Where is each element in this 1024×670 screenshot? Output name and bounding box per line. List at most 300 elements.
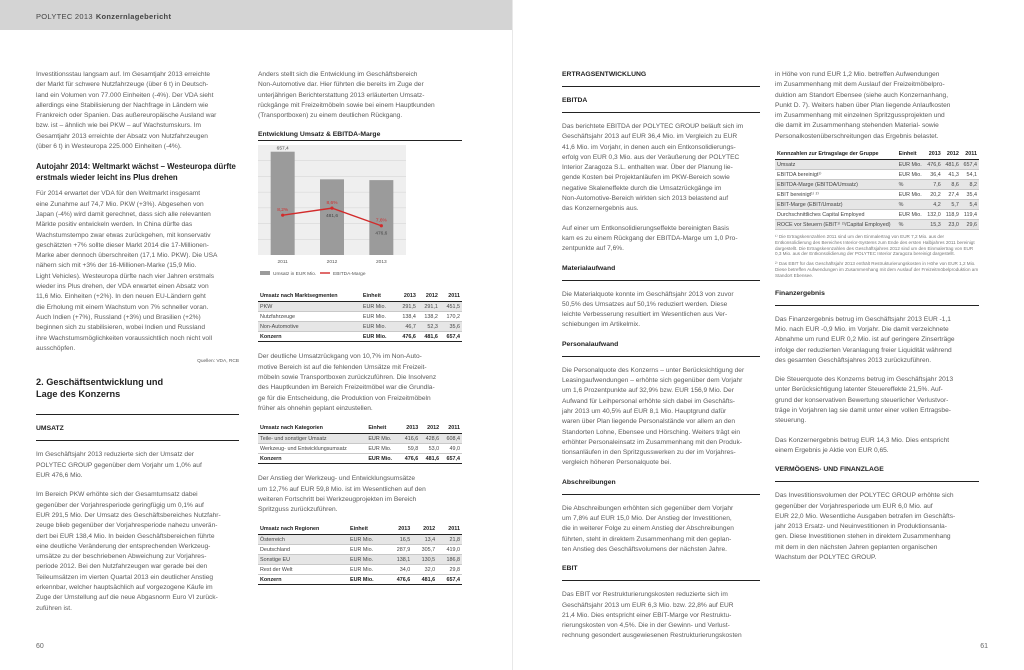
text-line: des Hauptkunden im Bereich Freizeitmöbel war die Grundla- (258, 384, 435, 392)
text-line: ge für die Entscheidung, die Produktion von Freizeitmöbeln (258, 394, 431, 402)
text-line: Spritzguss zurückzuführen. (258, 506, 338, 514)
table-row (258, 565, 462, 575)
chart-margin-point (380, 225, 383, 228)
table-cell: EUR Mio. (366, 454, 399, 464)
text-line: die Erholung mit einem Wachstum von 7% schneller voran. (36, 303, 209, 311)
table-row (258, 454, 462, 464)
table-cell: 138,4 (396, 312, 418, 322)
chart-legend-swatch-bar (260, 271, 270, 275)
table-cell: 119,4 (961, 210, 979, 220)
section-heading (36, 377, 239, 400)
table-cell: 481,6 (943, 160, 961, 170)
table-cell: Österreich (258, 535, 348, 545)
decline-paragraph (258, 352, 462, 414)
ebitda-margin-paragraph (562, 224, 760, 255)
text-line: ausschöpfen. (36, 344, 76, 352)
text-line: land ein Volumen von 77.000 Einheiten (-4%). Der VDA sieht (36, 91, 214, 99)
text-line: 21,4 Mio. Dies entspricht einer EBIT-Marge vor Restruktu- (562, 611, 732, 619)
text-line: kam es zu einem Rückgang der EBITDA-Marge um 1,0 Pro- (562, 234, 738, 242)
text-line: erfolg von EUR 0,3 Mio. aus der Veräußerung der POLYTEC (562, 153, 740, 161)
text-line: die in weiterer Folge zu einem Anstieg der Abschreibungen (562, 525, 734, 533)
table-cell: 15,3 (925, 220, 943, 230)
text-line: Das Investitionsvolumen der POLYTEC GROUP erhöhte sich (775, 492, 954, 500)
chart-bar-label: 657,4 (276, 147, 289, 153)
left-col-2 (258, 70, 462, 585)
text-line: rierungskosten von 4,5%. Die in der Gewinn- und Verlust- (562, 622, 730, 630)
table-cell: Teile- und sonstiger Umsatz (258, 434, 366, 444)
chart-margin-label: 8,2% (277, 208, 289, 214)
page-number-right: 61 (980, 643, 988, 650)
table-cell: Durchschnittliches Capital Employed (775, 210, 897, 220)
text-line: rechnung gesondert ausgewiesenen Restrukturierungskosten (562, 632, 742, 640)
text-line: motive Bereich ist auf die fehlenden Umsätze mit Freizeit- (258, 363, 427, 371)
table-cell: EBIT-Marge (EBIT/Umsatz) (775, 200, 897, 210)
text-line: gen. Diese Investitionen stehen in direktem Zusammenhang (775, 533, 951, 541)
table-header-cell: 2011 (437, 524, 462, 535)
text-line: Mio. nach EUR -0,9 Mio. im Vorjahr. Die damit verzeichnete (775, 325, 949, 333)
chart-bar-label: 481,6 (325, 214, 339, 220)
text-line: waren über Plan liegende Personalstände vor allem an den (562, 418, 736, 426)
text-line: Das berichtete EBITDA der POLYTEC GROUP beläuft sich im (562, 123, 744, 130)
text-line: Aufwand für Leihpersonal erhöhte sich dabei im Geschäfts- (562, 397, 735, 405)
table-cell: 305,7 (412, 545, 437, 555)
text-line: Non-Automotive dar. Hier führten die bereits im Zuge der (258, 81, 424, 89)
text-line: eine deutliche Veränderung der entsprechenden Werkzeug- (36, 542, 211, 550)
text-line: Für 2014 erwartet der VDA für den Weltmarkt insgesamt (36, 190, 201, 198)
text-line: dert bei EUR 138,4 Mio. In beiden Geschäftsbereichen führte (36, 532, 215, 540)
ebitda-paragraph (562, 122, 760, 215)
header-section: Konzernlagebericht (95, 12, 172, 21)
table-row (775, 210, 979, 220)
table-header-cell: 2013 (399, 423, 420, 434)
text-line: Personalkostenüberschreitungen das Ergebnis belastet. (775, 132, 939, 140)
text-line: um 12,7% auf EUR 59,8 Mio. ist im Wesentlichen auf den (258, 485, 426, 493)
table-cell: EUR Mio. (366, 444, 399, 454)
table-cell: 170,2 (440, 312, 462, 322)
footnote-2: ²⁾ Das EBIT für das Geschäftsjahr 2013 enthält Restrukturierungskosten in Höhe von EUR 1,2 Mio. Diese betreffen Aufwendungen im Zusammenhang mit dem Auslauf der Freizeitmöbelproduktion am Standort Ebensee. (775, 261, 979, 278)
table-row (775, 220, 979, 230)
right-col-2 (775, 70, 979, 572)
table-cell: EBITDA bereinigt¹⁾ (775, 170, 897, 180)
text-line: Gesamtjahr 2013 erreichte der Absatz von Nutzfahrzeugen (36, 132, 208, 140)
text-line: 41,6 Mio. im Vorjahr, in denen auch ein Entkonsolidierungs- (562, 143, 736, 151)
text-line: Die Steuerquote des Konzerns betrug im Geschäftsjahr 2013 (775, 376, 954, 384)
heading-material: Materialaufwand (562, 264, 616, 272)
table-cell: 36,4 (925, 170, 943, 180)
table-header-cell: 2011 (441, 423, 462, 434)
table-row (258, 575, 462, 585)
text-line: Frankreich oder Spanien. Das außereuropäische Ausland war (36, 112, 217, 120)
table-cell: 291,5 (396, 302, 418, 312)
table-cell: Sonstige EU (258, 555, 348, 565)
table-cell: % (897, 200, 925, 210)
text-line: einem Ergebnis je Aktie von EUR 0,65. (775, 446, 889, 454)
table-cell: 34,0 (387, 565, 412, 575)
text-line: Teileumsätzen im vierten Quartal 2013 ein deutlicher Anstieg (36, 573, 214, 581)
table-cell: EUR Mio. (897, 210, 925, 220)
table-cell: 476,6 (387, 575, 412, 585)
abschreibungen-paragraph (562, 504, 760, 555)
table-cell: 476,6 (399, 454, 420, 464)
page-number-left: 60 (36, 643, 44, 650)
table-cell: EUR Mio. (361, 332, 396, 342)
text-line: früher als ohnehin geplant einzustellen. (258, 404, 373, 412)
footnote-1: ¹⁾ Die Ertragskennzahlen 2011 sind um den Einmalertrag von EUR 7,2 Mio. aus der Entkonsolidierung des Bereiches Interior-Systems zum Ende des ersten Halbjahres 2011 bereinigt dargestellt. Die Ertragskennzahlen des Geschäftsjahres 2012 sind um den Einmalertrag von EUR 0,3 Mio. aus der Entkonsolidierung der POLYTEC Interior Zaragoza bereinigt dargestellt. (775, 234, 975, 257)
table-header-cell: 2012 (420, 423, 441, 434)
table-cell: 416,6 (399, 434, 420, 444)
heading-ertrag: ERTRAGSENTWICKLUNG (562, 71, 647, 78)
revenue-chart (258, 143, 462, 285)
table-header-cell: 2013 (387, 524, 412, 535)
table-row (775, 180, 979, 190)
table-cell: 287,9 (387, 545, 412, 555)
text-line: gegenüber der Vorjahresperiode um EUR 6,0 Mio. auf (775, 502, 933, 510)
text-line: weiteren Fortschritt bei Werkzeugprojekten im Bereich (258, 495, 417, 503)
heading-abschreibungen: Abschreibungen (562, 478, 616, 486)
table-cell: EUR Mio. (348, 545, 387, 555)
text-line: führten, steht in direktem Zusammenhang mit den geplan- (562, 535, 732, 543)
table-cell: 5,7 (943, 200, 961, 210)
heading-autojahr (36, 161, 239, 183)
text-line: Geschäftsjahr 2013 um EUR 6,3 Mio. bzw. 22,8% auf EUR (562, 601, 734, 609)
table-cell: 130,5 (412, 555, 437, 565)
table-cell: 657,4 (961, 160, 979, 170)
text-line: POLYTEC GROUP gegenüber dem Vorjahr um 1,0% auf (36, 461, 202, 469)
table-cell: ROCE vor Steuern (EBIT¹⁾ ²⁾/Capital Employed) (775, 220, 897, 230)
table-cell: 476,6 (925, 160, 943, 170)
table-row (258, 302, 462, 312)
text-line: träge in Vorjahren lag sie damit unter einer vollen Ertragsbe- (775, 407, 951, 415)
table-cell: 46,7 (396, 322, 418, 332)
personal-paragraph (562, 366, 760, 469)
text-line: ihre Wachstumsmöglichkeiten voraussichtlich noch nicht voll (36, 334, 213, 342)
table-cell: 29,8 (437, 565, 462, 575)
text-line: Anders stellt sich die Entwicklung im Geschäftsbereich (258, 71, 418, 78)
text-line: gegenüber der Vorjahresperiode geringfügig um 0,1% auf (36, 501, 204, 509)
table-cell: EUR Mio. (366, 434, 399, 444)
intro-paragraph (36, 70, 239, 152)
result-paragraph (775, 436, 979, 457)
table-header-cell: Umsatz nach Kategorien (258, 423, 366, 434)
text-line: in Höhe von rund EUR 1,2 Mio. betreffen Aufwendungen (775, 71, 940, 78)
text-line: gende Kosten bei Projektanläufen im PKW-Bereich sowie (562, 174, 730, 182)
table-cell: Deutschland (258, 545, 348, 555)
table-cell: Rest der Welt (258, 565, 348, 575)
table-cell: 118,9 (943, 210, 961, 220)
text-line: steuerung. (775, 417, 807, 425)
text-line: Wachstum der POLYTEC GROUP. (775, 554, 877, 561)
table-row (775, 190, 979, 200)
table-cell: 23,0 (943, 220, 961, 230)
table-header-cell: 2013 (396, 291, 418, 302)
table-cell: 8,2 (961, 180, 979, 190)
table-header-cell: Umsatz nach Regionen (258, 524, 348, 535)
heading-finanzergebnis: Finanzergebnis (775, 289, 825, 297)
text-line: Investitionsstau langsam auf. Im Gesamtjahr 2013 erreichte (36, 71, 211, 78)
text-line: die damit im Zusammenhang stehenden Material- sowie (775, 122, 939, 130)
table-cell: 13,4 (412, 535, 437, 545)
table-cell: 59,8 (399, 444, 420, 454)
table-cell: 7,6 (925, 180, 943, 190)
table-cell: 41,3 (943, 170, 961, 180)
table-cell: % (897, 220, 925, 230)
table-cell: Konzern (258, 332, 361, 342)
chart-x-tick-label: 2012 (326, 260, 338, 266)
table-header-cell: Einheit (897, 149, 925, 160)
text-line: erhöhter Personaleinsatz im Zusammenhang mit den Produk- (562, 438, 742, 446)
text-line: nähern sich mit +3% der 16-Millionen-Marke (15,9 Mio. (36, 262, 197, 270)
table-cell: 54,1 (961, 170, 979, 180)
text-line: um 1,6 Prozentpunkte auf 32,9% bzw. EUR 156,9 Mio. Der (562, 387, 734, 395)
text-line: leichte Verbesserung resultiert im Wesentlichen aus Ver- (562, 311, 728, 319)
chart-legend-label: EBITDA-Marge (333, 272, 366, 278)
table-cell: 419,0 (437, 545, 462, 555)
heading-vermoegen: VERMÖGENS- UND FINANZLAGE (775, 466, 884, 474)
restructuring-paragraph (775, 70, 979, 142)
table-cell: 657,4 (437, 575, 462, 585)
umsatz-paragraph (36, 450, 239, 481)
text-line: Non-Automotive-Bereich wirkten sich 2013 belastend auf (562, 195, 729, 203)
text-line: Der Anstieg der Werkzeug- und Entwicklungsumsätze (258, 475, 416, 483)
chart-legend-label: Umsatz in EUR Mio. (273, 272, 317, 278)
table-cell: EBIT bereinigt¹⁾ ²⁾ (775, 190, 897, 200)
text-line: rückgänge mit Freizeitmöbeln sowie bei einem Hauptkunden (258, 101, 435, 109)
table-cell: 4,2 (925, 200, 943, 210)
text-line: Light Vehicles). Westeuropa dürfte nach vier Jahren erstmals (36, 272, 214, 280)
text-line: der Markt für schwere Nutzfahrzeuge (über 6 t) in Deutsch- (36, 81, 209, 89)
text-line: Punkt D. 7). Weiters haben über Plan liegende Anlaufkosten (775, 101, 951, 109)
chart-heading: Entwicklung Umsatz & EBITDA-Marge (258, 131, 381, 139)
text-line: zentpunkte auf 7,6%. (562, 245, 624, 253)
ebit-paragraph (562, 590, 760, 641)
table-cell: Konzern (258, 454, 366, 464)
text-line: eine Zunahme auf 74,7 Mio. PKW (+3%). Abgesehen von (36, 200, 204, 208)
table-cell: 32,0 (412, 565, 437, 575)
table-cell: EUR Mio. (897, 170, 925, 180)
chart-x-tick-label: 2013 (375, 260, 387, 266)
chart-bar-label: 476,6 (375, 232, 388, 238)
chart-margin-label: 7,6% (375, 219, 387, 225)
text-line: das Konzernergebnis aus. (562, 205, 639, 213)
text-line: negative Skaleneffekte durch die Umsatzrückgänge im (562, 184, 722, 192)
table-cell: 49,0 (441, 444, 462, 454)
table-cell: Werkzeug- und Entwicklungsumsatz (258, 444, 366, 454)
text-line: Standorten Lohne, Ebensee und Hörsching. Weiters trägt ein (562, 428, 741, 436)
table-cell: 53,0 (420, 444, 441, 454)
table-kategorien (258, 423, 462, 464)
table-row (258, 545, 462, 555)
table-row (775, 160, 979, 170)
heading-umsatz: UMSATZ (36, 425, 64, 433)
investment-paragraph (775, 491, 979, 563)
table-cell: Konzern (258, 575, 348, 585)
text-line: Japan (-4%) wird damit gerechnet, dass sich alle relevanten (36, 210, 211, 218)
outlook-paragraph (36, 189, 239, 354)
text-line: erstmals wieder leicht ins Plus drehen (36, 173, 178, 183)
table-cell: EUR Mio. (361, 312, 396, 322)
text-line: duktion am Standort Ebensee (siehe auch Konzernanhang, (775, 91, 949, 99)
table-cell: 16,5 (387, 535, 412, 545)
text-line: 2. Geschäftsentwicklung und (36, 377, 164, 388)
chart-margin-point (330, 207, 333, 210)
table-cell: 21,8 (437, 535, 462, 545)
text-line: unter Berücksichtigung latenter Steuereffekte 21,5%. Auf- (775, 386, 943, 394)
text-line: im Zusammenhang mit dem Auslauf der Freizeitmöbelpro- (775, 81, 945, 89)
material-paragraph (562, 290, 760, 331)
table-cell: 481,6 (418, 332, 440, 342)
heading-ebitda: EBITDA (562, 97, 588, 104)
finanz-paragraph (775, 315, 979, 366)
text-line: Im Bereich PKW erhöhte sich der Gesamtumsatz dabei (36, 491, 198, 499)
chart-margin-label: 8,6% (326, 201, 338, 207)
text-line: Autojahr 2014: Weltmarkt wächst – Westeuropa dürfte (36, 162, 236, 172)
table-header-cell: 2011 (961, 149, 979, 160)
pkw-paragraph (36, 490, 239, 614)
text-line: möbeln sowie Transportboxen zurückzuführen. Die Insolvenz (258, 374, 437, 382)
text-line: EUR 291,5 Mio. Der Umsatz des Geschäftsbereiches Nutzfahr- (36, 511, 221, 519)
table-cell: 186,8 (437, 555, 462, 565)
text-line: geschätzten +7% sollte dieser Markt 2014 die 17-Millionen- (36, 241, 209, 249)
table-row (258, 322, 462, 332)
source-note: Quellen: VDA, RCB (197, 359, 239, 365)
text-line: Zuge der Umstellung auf die neue Abgasnorm Euro VI zurück- (36, 594, 218, 602)
text-line: Geschäftsjahr 2013 auf EUR 36,4 Mio. im Vergleich zu EUR (562, 133, 738, 141)
table-cell: 657,4 (440, 332, 462, 342)
text-line: zeuge blieb gegenüber der Vorjahresperiode nahezu unverän- (36, 522, 218, 530)
table-header-cell: 2012 (418, 291, 440, 302)
table-cell: 481,6 (420, 454, 441, 464)
text-line: allerdings eine Stabilisierung der Nachfrage in Ländern wie (36, 101, 209, 109)
table-cell: EUR Mio. (348, 565, 387, 575)
table-row (258, 444, 462, 454)
text-line: EUR 22,0 Mio. Wesentliche Ausgaben betrafen im Geschäfts- (775, 512, 956, 520)
chart-x-tick-label: 2011 (277, 260, 288, 266)
text-line: bzw. ist – ähnlich wie bei PKW – auf Wachstumskurs. Im (36, 122, 202, 130)
tax-paragraph (775, 375, 979, 426)
table-header-cell: 2013 (925, 149, 943, 160)
table-cell: 20,2 (925, 190, 943, 200)
table-cell: 52,3 (418, 322, 440, 332)
text-line: tionsanläufen in den Spritzgusswerken zu der im Vorjahres- (562, 449, 736, 457)
table-cell: EUR Mio. (348, 535, 387, 545)
table-row (775, 170, 979, 180)
left-col-1 (36, 70, 239, 623)
table-row (258, 312, 462, 322)
text-line: Wachstumstempo zwar etwas zurückgehen, mit konservativ (36, 231, 211, 239)
table-header-cell: Kennzahlen zur Ertragslage der Gruppe (775, 149, 897, 160)
table-row (258, 434, 462, 444)
table-cell: EUR Mio. (897, 190, 925, 200)
table-row (258, 535, 462, 545)
table-cell: 608,4 (441, 434, 462, 444)
table-row (258, 555, 462, 565)
table-cell: Non-Automotive (258, 322, 361, 332)
text-line: vergleich höheren Personalquote bei. (562, 459, 672, 467)
text-line: Auf einer um Entkonsolidierungseffekte bereinigten Basis (562, 224, 730, 232)
table-cell: EBITDA-Marge (EBITDA/Umsatz) (775, 180, 897, 190)
table-cell: 35,6 (440, 322, 462, 332)
non-automotive-paragraph (258, 70, 462, 121)
header-company: POLYTEC 2013 (36, 12, 93, 21)
right-page (512, 0, 1024, 670)
text-line: 50,5% des Umsatzes auf 50,1% reduziert werden. Diese (562, 300, 728, 308)
text-line: Leasingaufwendungen – erhöhte sich gegenüber dem Vorjahr (562, 377, 743, 385)
text-line: umsätze zu der beschriebenen Abweichung zur Vorjahres- (36, 553, 207, 561)
text-line: jahr 2013 Ersatz- und Neuinvestitionen in Produktionsanla- (775, 523, 947, 531)
table-cell: EUR Mio. (348, 555, 387, 565)
text-line: Im Geschäftsjahr 2013 reduzierte sich der Umsatz der (36, 451, 194, 459)
revenue-chart-svg (258, 143, 462, 285)
table-cell: 481,6 (412, 575, 437, 585)
table-header-cell: Einheit (361, 291, 396, 302)
table-cell: 476,6 (396, 332, 418, 342)
chart-bar (271, 152, 295, 255)
text-line: Die Abschreibungen erhöhten sich gegenüber dem Vorjahr (562, 504, 734, 512)
table-cell: 8,6 (943, 180, 961, 190)
text-line: Auch Indien (+7%), Russland (+3%) und Brasilien (+2%) (36, 313, 201, 321)
table-cell: EUR Mio. (897, 160, 925, 170)
text-line: des gesamten Geschäftsjahres 2013 zurückzuführen. (775, 356, 932, 364)
text-line: periode 2012. Bei den Nutzfahrzeugen war gerade bei den (36, 563, 208, 571)
text-line: unterjährigen Berichterstattung 2013 erläuterten Umsatz- (258, 91, 425, 99)
table-cell: EUR Mio. (361, 322, 396, 332)
table-header-cell: Einheit (348, 524, 387, 535)
table-header-cell: 2012 (412, 524, 437, 535)
table-cell: 657,4 (441, 454, 462, 464)
table-row (775, 200, 979, 210)
text-line: beginnen sich zu stabilisieren, wobei Indien und Russland (36, 324, 205, 332)
heading-ebit: EBIT (562, 565, 578, 573)
text-line: schiebungen im Artikelmix. (562, 321, 641, 329)
text-line: Das EBIT vor Restrukturierungskosten reduzierte sich im (562, 591, 728, 599)
table-marktsegmente (258, 291, 462, 342)
chart-bar (369, 181, 393, 256)
table-cell: PKW (258, 302, 361, 312)
table-cell: 138,1 (387, 555, 412, 565)
table-cell: EUR Mio. (348, 575, 387, 585)
table-cell: % (897, 180, 925, 190)
text-line: Die Personalquote des Konzerns – unter Berücksichtigung der (562, 366, 745, 374)
table-cell: 29,6 (961, 220, 979, 230)
text-line: ten Anstieg des Geschäftsvolumens der nächsten Jahre. (562, 545, 727, 553)
table-cell: 138,2 (418, 312, 440, 322)
text-line: um 7,8% auf EUR 15,0 Mio. Der Anstieg der Investitionen, (562, 515, 732, 523)
table-header-cell: Einheit (366, 423, 399, 434)
text-line: Das Finanzergebnis betrug im Geschäftsjahr 2013 EUR -1,1 (775, 315, 951, 323)
table-regionen (258, 524, 462, 585)
table-row (258, 332, 462, 342)
text-line: Die Materialquote konnte im Geschäftsjahr 2013 von zuvor (562, 290, 734, 298)
text-line: (Transportboxen) zu einem deutlichen Rückgang. (258, 112, 403, 120)
table-cell: 35,4 (961, 190, 979, 200)
text-line: grund der konservativen Bewertung steuerlicher Verlustvor- (775, 396, 949, 404)
text-line: Marke aber dennoch überschreiten (17,1 Mio. PKW). Die USA (36, 252, 218, 260)
tooling-paragraph (258, 474, 462, 515)
table-header-cell: 2011 (440, 291, 462, 302)
table-cell: 291,1 (418, 302, 440, 312)
table-cell: 27,4 (943, 190, 961, 200)
right-col-1 (562, 70, 760, 651)
text-line: Märkte positiv entwickeln werden. In China dürfte das (36, 221, 193, 229)
table-header-cell: Umsatz nach Marktsegmenten (258, 291, 361, 302)
text-line: zuführen ist. (36, 604, 72, 612)
text-line: im Zusammenhang mit einzelnen Spritzgussprojekten und (775, 112, 945, 120)
text-line: Abnahme um rund EUR 0,2 Mio. ist auf geringere Zinserträge (775, 336, 955, 344)
text-line: 11,6 Mio. Einheiten (+2%). In den neuen EU-Ländern geht (36, 293, 206, 301)
text-line: Interior Zaragoza S.L. enthalten war. Über der Planung lie- (562, 164, 733, 172)
table-cell: 132,0 (925, 210, 943, 220)
text-line: Lage des Konzerns (36, 388, 121, 399)
